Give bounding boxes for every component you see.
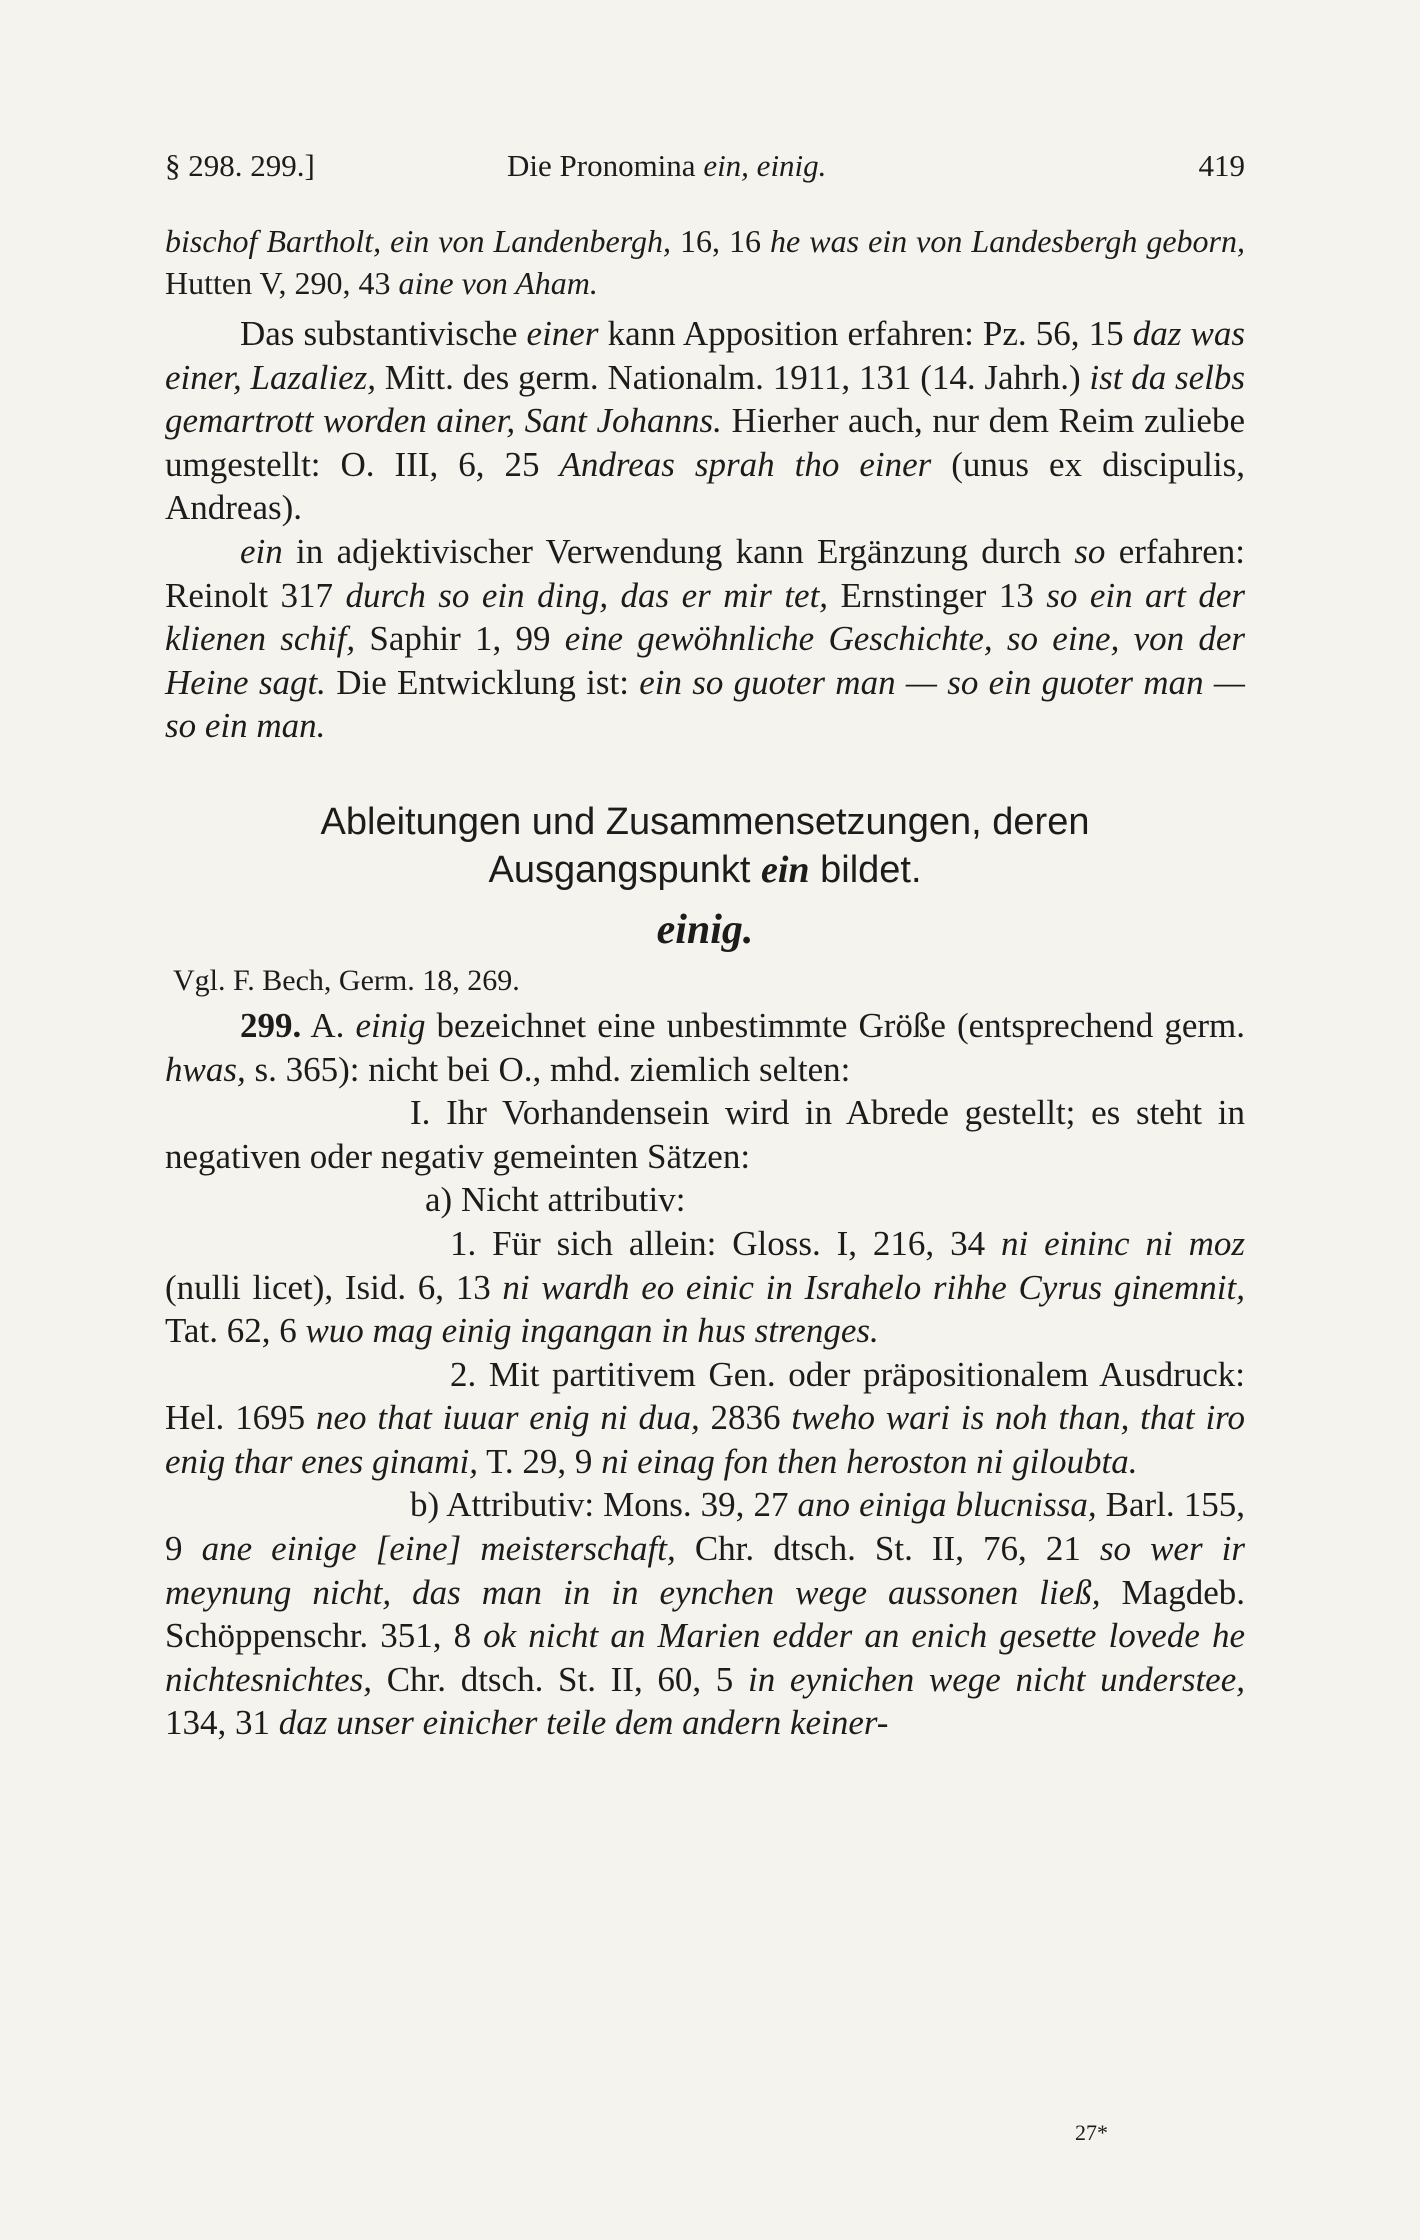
section-reference: § 298. 299.] <box>165 148 315 183</box>
subheading-einig: einig. <box>656 906 754 953</box>
paragraph-a: a) Nicht attributiv: <box>425 1180 686 1220</box>
paragraph-adjective-ein: ein in adjektivischer Verwendung kann Ergänzung durch so erfahren: Reinolt 317 durch so ein ding, das er mir tet, Ernstinger 13 so ein art der klienen schif, Saphir 1, 99 eine gewöhnliche Geschichte, so eine, von der Heine sagt. Die Entwicklung ist: ein so guoter man — so ein guoter man — so ein man. <box>165 531 1246 746</box>
paragraph-substantive-einer: Das substantivische einer kann Apposition erfahren: Pz. 56, 15 daz was einer, Lazaliez, Mitt. des germ. Nationalm. 1911, 131 (14. Jahrh.) ist da selbs gemartrott worden ainer, Sant Johanns. Hierher auch, nur dem Reim zuliebe umgestellt: O. III, 6, 25 Andreas sprah tho einer (unus ex discipulis, Andreas). <box>165 314 1246 528</box>
paragraph-1: 1. Für sich allein: Gloss. I, 216, 34 ni eininc ni moz (nulli licet), Isid. 6, 13 ni wardh eo einic in Israhelo rihhe Cyrus ginemnit, Tat. 62, 6 wuo mag einig ingangan in hus strenges. <box>165 1223 1245 1351</box>
section-heading: Ableitungen und Zusammensetzungen, deren Ausgangspunkt ein bildet. <box>320 800 1090 891</box>
page-number: 419 <box>1198 148 1245 183</box>
running-title: Die Pronomina ein, einig. <box>507 148 827 183</box>
paragraph-299: 299. A. einig bezeichnet eine unbestimmte Größe (entsprechend germ. hwas, s. 365): nicht bei O., mhd. ziemlich selten: <box>165 1005 1245 1089</box>
section-number: 299. <box>240 1005 302 1045</box>
paragraph-continuation: bischof Bartholt, ein von Landenbergh, 16, 16 he was ein von Landesbergh geborn, Hutten V, 290, 43 aine von Aham. <box>165 223 1246 301</box>
printer-signature: 27* <box>1075 2120 1108 2145</box>
reference-note: Vgl. F. Bech, Germ. 18, 269. <box>173 963 520 997</box>
paragraph-I: I. Ihr Vorhandensein wird in Abrede gestellt; es steht in negativen oder negativ gemeinten Sätzen: <box>165 1093 1245 1176</box>
main-text <box>165 220 1245 1745</box>
paragraph-2: 2. Mit partitivem Gen. oder präpositionalem Ausdruck: Hel. 1695 neo that iuuar enig ni dua, 2836 tweho wari is noh than, that iro enig thar enes ginami, T. 29, 9 ni einag fon then heroston ni giloubta. <box>165 1354 1246 1481</box>
paragraph-b: b) Attributiv: Mons. 39, 27 ano einiga blucnissa, Barl. 155, 9 ane einige [eine] meisterschaft, Chr. dtsch. St. II, 76, 21 so wer ir meynung nicht, das man in in eynchen wege aussonen ließ, Magdeb. Schöppenschr. 351, 8 ok nicht an Marien edder an enich gesette lovede he nichtesnichtes, Chr. dtsch. St. II, 60, 5 in eynichen wege nicht understee, 134, 31 daz unser einicher teile dem andern keiner- <box>165 1485 1246 1743</box>
